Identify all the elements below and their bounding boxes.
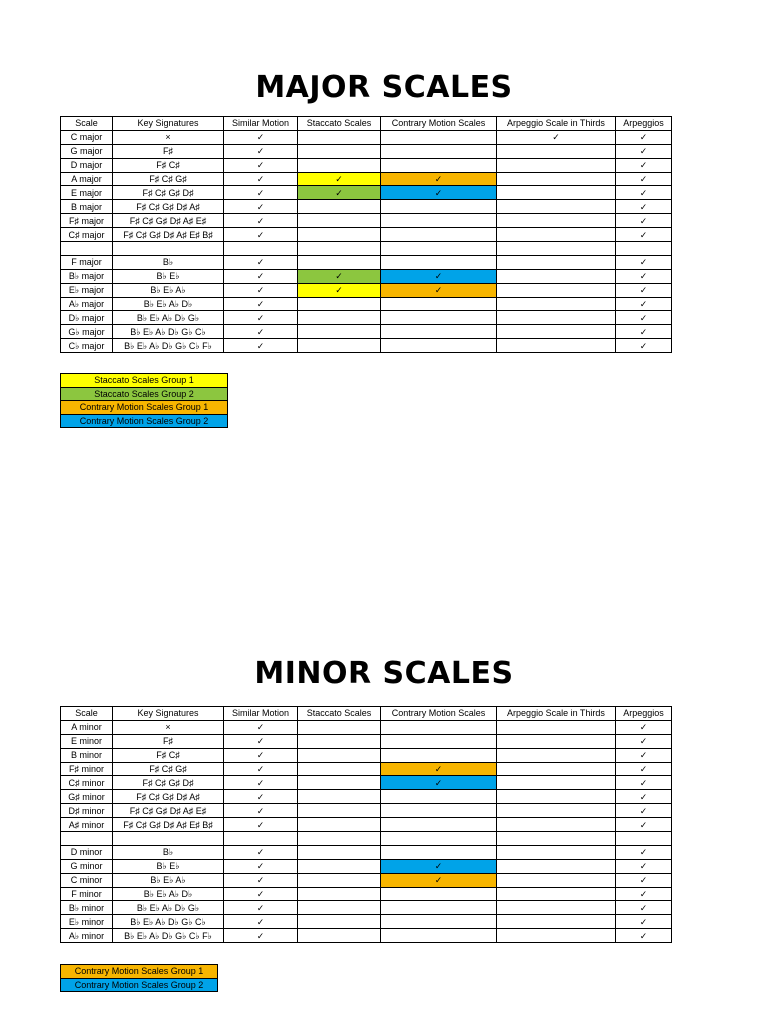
cell-contrary-motion xyxy=(381,297,497,311)
minor-scales-title: MINOR SCALES xyxy=(254,656,514,691)
header-staccato-scales: Staccato Scales xyxy=(298,117,381,131)
cell-arpeggios: ✓ xyxy=(616,130,672,144)
table-row xyxy=(61,172,672,186)
cell-contrary-motion xyxy=(381,311,497,325)
cell-contrary-motion xyxy=(381,929,497,943)
empty-cell xyxy=(381,242,497,256)
cell-arpeggios: ✓ xyxy=(616,311,672,325)
cell-staccato xyxy=(298,144,381,158)
cell-contrary-motion: ✓ xyxy=(381,269,497,283)
cell-arpeggio-thirds xyxy=(497,804,616,818)
cell-similar-motion: ✓ xyxy=(224,130,298,144)
cell-key-signature: B♭ E♭ A♭ D♭ G♭ C♭ F♭ xyxy=(113,339,224,353)
legend-row xyxy=(61,387,228,401)
header-arpeggio-scale-in-thirds: Arpeggio Scale in Thirds xyxy=(497,117,616,131)
cell-arpeggio-thirds xyxy=(497,859,616,873)
cell-contrary-motion: ✓ xyxy=(381,859,497,873)
table-row xyxy=(61,228,672,242)
cell-scale: F♯ minor xyxy=(61,762,113,776)
cell-key-signature: B♭ E♭ A♭ D♭ G♭ C♭ xyxy=(113,915,224,929)
table-row xyxy=(61,929,672,943)
cell-arpeggios: ✓ xyxy=(616,734,672,748)
cell-key-signature: B♭ xyxy=(113,255,224,269)
cell-contrary-motion: ✓ xyxy=(381,172,497,186)
legend-row xyxy=(61,374,228,388)
cell-similar-motion: ✓ xyxy=(224,339,298,353)
cell-staccato: ✓ xyxy=(298,186,381,200)
cell-contrary-motion xyxy=(381,228,497,242)
table-row xyxy=(61,915,672,929)
cell-similar-motion: ✓ xyxy=(224,255,298,269)
cell-staccato xyxy=(298,901,381,915)
cell-arpeggios: ✓ xyxy=(616,325,672,339)
cell-arpeggios: ✓ xyxy=(616,887,672,901)
cell-arpeggio-thirds xyxy=(497,255,616,269)
cell-staccato xyxy=(298,748,381,762)
empty-cell xyxy=(224,832,298,846)
cell-staccato xyxy=(298,762,381,776)
cell-key-signature: B♭ E♭ A♭ xyxy=(113,873,224,887)
table-row xyxy=(61,845,672,859)
header-arpeggio-scale-in-thirds: Arpeggio Scale in Thirds xyxy=(497,707,616,721)
cell-contrary-motion xyxy=(381,915,497,929)
cell-staccato xyxy=(298,818,381,832)
cell-scale: C♯ minor xyxy=(61,776,113,790)
cell-scale: G minor xyxy=(61,859,113,873)
cell-contrary-motion xyxy=(381,734,497,748)
legend-row xyxy=(61,414,228,428)
cell-arpeggios: ✓ xyxy=(616,748,672,762)
cell-arpeggios: ✓ xyxy=(616,269,672,283)
cell-key-signature: F♯ C♯ G♯ D♯ A♯ E♯ xyxy=(113,804,224,818)
cell-similar-motion: ✓ xyxy=(224,748,298,762)
table-row xyxy=(61,762,672,776)
minor-scales-table xyxy=(60,706,672,943)
cell-arpeggios: ✓ xyxy=(616,200,672,214)
empty-cell xyxy=(298,832,381,846)
cell-similar-motion: ✓ xyxy=(224,228,298,242)
cell-scale: B♭ major xyxy=(61,269,113,283)
cell-scale: B minor xyxy=(61,748,113,762)
cell-arpeggio-thirds xyxy=(497,901,616,915)
cell-arpeggios: ✓ xyxy=(616,859,672,873)
table-row xyxy=(61,873,672,887)
table-row xyxy=(61,804,672,818)
cell-key-signature: F♯ xyxy=(113,734,224,748)
cell-arpeggio-thirds xyxy=(497,200,616,214)
cell-arpeggios: ✓ xyxy=(616,804,672,818)
table-row xyxy=(61,311,672,325)
cell-staccato xyxy=(298,790,381,804)
cell-arpeggio-thirds xyxy=(497,776,616,790)
legend-item: Contrary Motion Scales Group 2 xyxy=(61,978,218,992)
cell-similar-motion: ✓ xyxy=(224,311,298,325)
cell-scale: F minor xyxy=(61,887,113,901)
cell-contrary-motion xyxy=(381,339,497,353)
cell-arpeggio-thirds xyxy=(497,283,616,297)
cell-arpeggios: ✓ xyxy=(616,915,672,929)
cell-arpeggio-thirds: ✓ xyxy=(497,130,616,144)
cell-staccato xyxy=(298,804,381,818)
header-scale: Scale xyxy=(61,117,113,131)
cell-arpeggio-thirds xyxy=(497,228,616,242)
cell-similar-motion: ✓ xyxy=(224,887,298,901)
cell-similar-motion: ✓ xyxy=(224,818,298,832)
cell-staccato xyxy=(298,325,381,339)
cell-arpeggios: ✓ xyxy=(616,255,672,269)
cell-scale: A♭ major xyxy=(61,297,113,311)
cell-arpeggio-thirds xyxy=(497,915,616,929)
header-staccato-scales: Staccato Scales xyxy=(298,707,381,721)
cell-scale: C minor xyxy=(61,873,113,887)
header-contrary-motion-scales: Contrary Motion Scales xyxy=(381,707,497,721)
cell-staccato xyxy=(298,776,381,790)
cell-arpeggio-thirds xyxy=(497,297,616,311)
cell-key-signature: F♯ C♯ xyxy=(113,748,224,762)
cell-similar-motion: ✓ xyxy=(224,845,298,859)
cell-scale: C major xyxy=(61,130,113,144)
cell-staccato xyxy=(298,873,381,887)
cell-contrary-motion xyxy=(381,748,497,762)
cell-staccato xyxy=(298,311,381,325)
header-arpeggios: Arpeggios xyxy=(616,707,672,721)
cell-staccato xyxy=(298,929,381,943)
table-row xyxy=(61,297,672,311)
cell-scale: A minor xyxy=(61,720,113,734)
cell-staccato xyxy=(298,859,381,873)
cell-arpeggios: ✓ xyxy=(616,776,672,790)
cell-arpeggios: ✓ xyxy=(616,762,672,776)
cell-contrary-motion: ✓ xyxy=(381,873,497,887)
table-row xyxy=(61,255,672,269)
major-scales-table xyxy=(60,116,672,353)
cell-key-signature: B♭ E♭ A♭ D♭ G♭ C♭ xyxy=(113,325,224,339)
cell-arpeggios: ✓ xyxy=(616,283,672,297)
table-row xyxy=(61,776,672,790)
cell-staccato: ✓ xyxy=(298,269,381,283)
empty-cell xyxy=(298,242,381,256)
cell-key-signature: × xyxy=(113,130,224,144)
cell-similar-motion: ✓ xyxy=(224,901,298,915)
table-row xyxy=(61,818,672,832)
table-row xyxy=(61,325,672,339)
cell-staccato xyxy=(298,734,381,748)
spacer-row xyxy=(61,832,672,846)
cell-scale: F major xyxy=(61,255,113,269)
cell-contrary-motion xyxy=(381,130,497,144)
cell-arpeggios: ✓ xyxy=(616,172,672,186)
cell-contrary-motion xyxy=(381,804,497,818)
cell-key-signature: × xyxy=(113,720,224,734)
cell-arpeggio-thirds xyxy=(497,887,616,901)
cell-scale: A♭ minor xyxy=(61,929,113,943)
table-row xyxy=(61,269,672,283)
cell-scale: C♭ major xyxy=(61,339,113,353)
cell-contrary-motion xyxy=(381,901,497,915)
cell-key-signature: F♯ C♯ G♯ D♯ A♯ xyxy=(113,790,224,804)
cell-key-signature: B♭ E♭ xyxy=(113,859,224,873)
cell-staccato: ✓ xyxy=(298,172,381,186)
minor-legend xyxy=(60,964,218,992)
cell-similar-motion: ✓ xyxy=(224,720,298,734)
table-row xyxy=(61,158,672,172)
cell-arpeggio-thirds xyxy=(497,818,616,832)
cell-similar-motion: ✓ xyxy=(224,283,298,297)
empty-cell xyxy=(616,242,672,256)
cell-similar-motion: ✓ xyxy=(224,144,298,158)
header-similar-motion: Similar Motion xyxy=(224,117,298,131)
legend-item: Contrary Motion Scales Group 2 xyxy=(61,414,228,428)
cell-similar-motion: ✓ xyxy=(224,776,298,790)
cell-scale: G♭ major xyxy=(61,325,113,339)
cell-key-signature: B♭ xyxy=(113,845,224,859)
empty-cell xyxy=(113,832,224,846)
cell-arpeggios: ✓ xyxy=(616,720,672,734)
cell-staccato xyxy=(298,228,381,242)
cell-staccato: ✓ xyxy=(298,283,381,297)
cell-scale: D minor xyxy=(61,845,113,859)
cell-scale: B♭ minor xyxy=(61,901,113,915)
cell-key-signature: B♭ E♭ A♭ D♭ xyxy=(113,297,224,311)
cell-arpeggio-thirds xyxy=(497,186,616,200)
cell-scale: D major xyxy=(61,158,113,172)
cell-arpeggios: ✓ xyxy=(616,144,672,158)
header-row xyxy=(61,117,672,131)
cell-arpeggios: ✓ xyxy=(616,873,672,887)
cell-similar-motion: ✓ xyxy=(224,873,298,887)
cell-contrary-motion xyxy=(381,214,497,228)
cell-scale: D♭ major xyxy=(61,311,113,325)
table-row xyxy=(61,901,672,915)
empty-cell xyxy=(497,242,616,256)
cell-staccato xyxy=(298,339,381,353)
cell-arpeggios: ✓ xyxy=(616,929,672,943)
cell-similar-motion: ✓ xyxy=(224,269,298,283)
header-similar-motion: Similar Motion xyxy=(224,707,298,721)
cell-key-signature: F♯ xyxy=(113,144,224,158)
cell-similar-motion: ✓ xyxy=(224,929,298,943)
cell-arpeggio-thirds xyxy=(497,269,616,283)
cell-staccato xyxy=(298,130,381,144)
spacer-row xyxy=(61,242,672,256)
cell-contrary-motion xyxy=(381,255,497,269)
cell-contrary-motion xyxy=(381,790,497,804)
cell-arpeggio-thirds xyxy=(497,748,616,762)
cell-similar-motion: ✓ xyxy=(224,297,298,311)
cell-key-signature: F♯ C♯ G♯ D♯ A♯ E♯ B♯ xyxy=(113,818,224,832)
cell-contrary-motion xyxy=(381,200,497,214)
cell-similar-motion: ✓ xyxy=(224,172,298,186)
table-row xyxy=(61,200,672,214)
header-scale: Scale xyxy=(61,707,113,721)
cell-arpeggios: ✓ xyxy=(616,901,672,915)
cell-contrary-motion xyxy=(381,887,497,901)
cell-key-signature: F♯ C♯ G♯ xyxy=(113,172,224,186)
cell-scale: G♯ minor xyxy=(61,790,113,804)
cell-key-signature: F♯ C♯ xyxy=(113,158,224,172)
cell-scale: G major xyxy=(61,144,113,158)
cell-staccato xyxy=(298,720,381,734)
cell-similar-motion: ✓ xyxy=(224,859,298,873)
cell-key-signature: F♯ C♯ G♯ D♯ A♯ E♯ xyxy=(113,214,224,228)
cell-key-signature: B♭ E♭ xyxy=(113,269,224,283)
empty-cell xyxy=(224,242,298,256)
cell-scale: F♯ major xyxy=(61,214,113,228)
cell-key-signature: B♭ E♭ A♭ D♭ xyxy=(113,887,224,901)
cell-contrary-motion: ✓ xyxy=(381,186,497,200)
cell-key-signature: F♯ C♯ G♯ D♯ A♯ xyxy=(113,200,224,214)
cell-arpeggios: ✓ xyxy=(616,228,672,242)
cell-arpeggio-thirds xyxy=(497,144,616,158)
legend-row xyxy=(61,401,228,415)
cell-key-signature: B♭ E♭ A♭ D♭ G♭ xyxy=(113,311,224,325)
legend-row xyxy=(61,978,218,992)
major-scales-title: MAJOR SCALES xyxy=(255,70,513,105)
cell-contrary-motion xyxy=(381,720,497,734)
cell-key-signature: F♯ C♯ G♯ D♯ xyxy=(113,186,224,200)
cell-scale: C♯ major xyxy=(61,228,113,242)
cell-arpeggio-thirds xyxy=(497,762,616,776)
empty-cell xyxy=(497,832,616,846)
cell-similar-motion: ✓ xyxy=(224,158,298,172)
cell-contrary-motion xyxy=(381,818,497,832)
cell-key-signature: F♯ C♯ G♯ D♯ xyxy=(113,776,224,790)
cell-arpeggios: ✓ xyxy=(616,158,672,172)
cell-arpeggios: ✓ xyxy=(616,818,672,832)
cell-similar-motion: ✓ xyxy=(224,804,298,818)
cell-arpeggio-thirds xyxy=(497,214,616,228)
empty-cell xyxy=(61,832,113,846)
cell-contrary-motion xyxy=(381,158,497,172)
cell-similar-motion: ✓ xyxy=(224,214,298,228)
empty-cell xyxy=(616,832,672,846)
cell-contrary-motion xyxy=(381,144,497,158)
cell-similar-motion: ✓ xyxy=(224,325,298,339)
cell-key-signature: F♯ C♯ G♯ xyxy=(113,762,224,776)
cell-arpeggio-thirds xyxy=(497,873,616,887)
table-row xyxy=(61,186,672,200)
table-row xyxy=(61,859,672,873)
cell-staccato xyxy=(298,915,381,929)
cell-contrary-motion xyxy=(381,845,497,859)
table-row xyxy=(61,734,672,748)
cell-contrary-motion: ✓ xyxy=(381,762,497,776)
cell-arpeggio-thirds xyxy=(497,790,616,804)
cell-arpeggio-thirds xyxy=(497,172,616,186)
cell-similar-motion: ✓ xyxy=(224,186,298,200)
cell-arpeggio-thirds xyxy=(497,339,616,353)
table-row xyxy=(61,790,672,804)
cell-arpeggios: ✓ xyxy=(616,297,672,311)
table-row xyxy=(61,214,672,228)
table-row xyxy=(61,339,672,353)
legend-item: Contrary Motion Scales Group 1 xyxy=(61,401,228,415)
cell-contrary-motion: ✓ xyxy=(381,283,497,297)
legend-item: Staccato Scales Group 2 xyxy=(61,387,228,401)
table-row xyxy=(61,720,672,734)
cell-similar-motion: ✓ xyxy=(224,200,298,214)
table-row xyxy=(61,887,672,901)
header-row xyxy=(61,707,672,721)
cell-scale: D♯ minor xyxy=(61,804,113,818)
cell-staccato xyxy=(298,200,381,214)
cell-scale: E♭ major xyxy=(61,283,113,297)
cell-contrary-motion: ✓ xyxy=(381,776,497,790)
header-contrary-motion-scales: Contrary Motion Scales xyxy=(381,117,497,131)
table-row xyxy=(61,144,672,158)
cell-similar-motion: ✓ xyxy=(224,762,298,776)
cell-scale: A major xyxy=(61,172,113,186)
cell-scale: E major xyxy=(61,186,113,200)
empty-cell xyxy=(381,832,497,846)
header-key-signatures: Key Signatures xyxy=(113,707,224,721)
legend-item: Staccato Scales Group 1 xyxy=(61,374,228,388)
table-row xyxy=(61,748,672,762)
cell-contrary-motion xyxy=(381,325,497,339)
table-row xyxy=(61,283,672,297)
cell-key-signature: B♭ E♭ A♭ D♭ G♭ xyxy=(113,901,224,915)
cell-similar-motion: ✓ xyxy=(224,734,298,748)
cell-staccato xyxy=(298,297,381,311)
header-key-signatures: Key Signatures xyxy=(113,117,224,131)
legend-row xyxy=(61,965,218,979)
cell-arpeggios: ✓ xyxy=(616,214,672,228)
cell-arpeggio-thirds xyxy=(497,158,616,172)
header-arpeggios: Arpeggios xyxy=(616,117,672,131)
cell-arpeggio-thirds xyxy=(497,325,616,339)
table-row xyxy=(61,130,672,144)
cell-arpeggios: ✓ xyxy=(616,845,672,859)
cell-key-signature: B♭ E♭ A♭ D♭ G♭ C♭ F♭ xyxy=(113,929,224,943)
cell-staccato xyxy=(298,255,381,269)
cell-scale: E minor xyxy=(61,734,113,748)
empty-cell xyxy=(61,242,113,256)
empty-cell xyxy=(113,242,224,256)
cell-scale: B major xyxy=(61,200,113,214)
cell-key-signature: B♭ E♭ A♭ xyxy=(113,283,224,297)
cell-staccato xyxy=(298,845,381,859)
cell-arpeggios: ✓ xyxy=(616,339,672,353)
cell-arpeggio-thirds xyxy=(497,845,616,859)
cell-arpeggios: ✓ xyxy=(616,186,672,200)
cell-similar-motion: ✓ xyxy=(224,790,298,804)
cell-staccato xyxy=(298,158,381,172)
cell-arpeggio-thirds xyxy=(497,929,616,943)
cell-scale: A♯ minor xyxy=(61,818,113,832)
cell-similar-motion: ✓ xyxy=(224,915,298,929)
cell-staccato xyxy=(298,887,381,901)
legend-item: Contrary Motion Scales Group 1 xyxy=(61,965,218,979)
cell-staccato xyxy=(298,214,381,228)
major-legend xyxy=(60,373,228,428)
cell-key-signature: F♯ C♯ G♯ D♯ A♯ E♯ B♯ xyxy=(113,228,224,242)
cell-arpeggio-thirds xyxy=(497,734,616,748)
cell-arpeggio-thirds xyxy=(497,720,616,734)
cell-arpeggio-thirds xyxy=(497,311,616,325)
cell-arpeggios: ✓ xyxy=(616,790,672,804)
cell-scale: E♭ minor xyxy=(61,915,113,929)
